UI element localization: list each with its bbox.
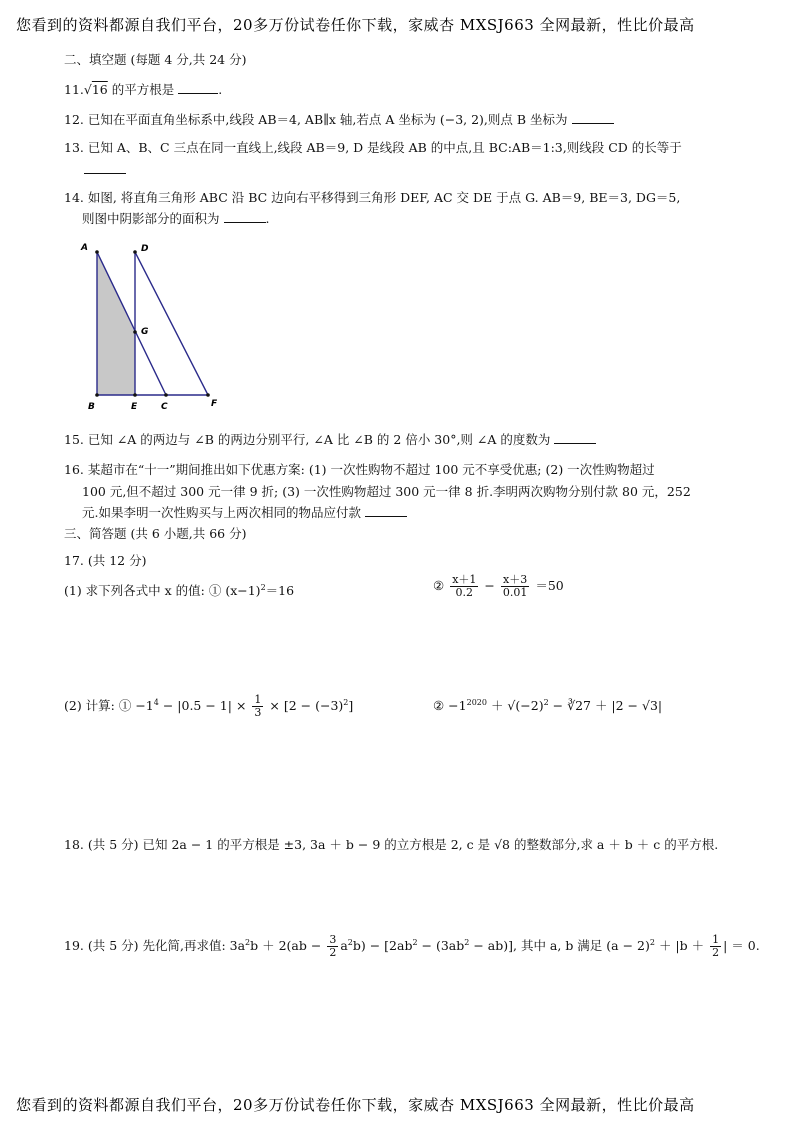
q19-h: | ＝ 0. bbox=[723, 938, 760, 954]
watermark-banner-bottom: 您看到的资料都源自我们平台，20多万份试卷任你下载，家威杏 MXSJ663 全网最新，性比价最高 bbox=[16, 1096, 695, 1114]
point-c bbox=[164, 393, 168, 397]
q17-p2-a: (2) 计算: ① −1 bbox=[64, 698, 154, 714]
q11-end: . bbox=[218, 82, 223, 97]
q13-text: 13. 已知 A、B、C 三点在同一直线上,线段 AB＝9, D 是线段 AB 的中点,且 BC:AB＝1:3,则线段 CD 的长等于 bbox=[64, 140, 682, 155]
label-c: C bbox=[161, 402, 168, 412]
q19-f-exp: 2 bbox=[649, 938, 655, 947]
frac4-den: 2 bbox=[329, 946, 337, 960]
q15-text: 15. 已知 ∠A 的两边与 ∠B 的两边分别平行, ∠A 比 ∠B 的 2 倍小 30°,则 ∠A 的度数为 bbox=[64, 432, 551, 447]
q13-blank[interactable] bbox=[84, 161, 126, 174]
triangle-figure bbox=[78, 238, 238, 416]
q19-g: ＋ |b ＋ bbox=[658, 938, 705, 954]
frac1-den: 0.2 bbox=[455, 586, 474, 599]
q19-e-exp: 2 bbox=[464, 938, 470, 947]
question-15 bbox=[64, 430, 770, 450]
q19-c-exp: 2 bbox=[347, 938, 353, 947]
q17-part2-right bbox=[433, 693, 770, 716]
frac5-den: 2 bbox=[712, 946, 720, 960]
frac2-num: x＋3 bbox=[501, 574, 530, 587]
q16-line3-text: 元.如果李明一次性购买与上两次相同的物品应付款 bbox=[82, 505, 361, 520]
q17-p2-b: − |0.5 − 1| × bbox=[162, 698, 247, 714]
segment-df bbox=[135, 252, 208, 395]
section-title-fill-in: 二、填空题 (每题 4 分,共 24 分) bbox=[64, 52, 247, 67]
frac3-num: 1 bbox=[254, 693, 262, 707]
q17-p1-left-text: (1) 求下列各式中 x 的值: ① (x−1) bbox=[64, 583, 261, 599]
question-16-line1: 16. 某超市在“十一”期间推出如下优惠方案: (1) 一次性购物不超过 100 元不享受优惠; (2) 一次性购物超过 bbox=[64, 462, 655, 477]
point-g bbox=[133, 330, 137, 334]
point-a bbox=[95, 250, 99, 254]
label-f: F bbox=[211, 399, 218, 409]
q17-p2r-exp2: 2 bbox=[543, 698, 549, 707]
question-19 bbox=[64, 930, 770, 959]
q19-a-exp: 2 bbox=[245, 938, 251, 947]
q19-c: a bbox=[340, 938, 348, 954]
question-18: 18. (共 5 分) 已知 2a − 1 的平方根是 ±3, 3a ＋ b − 9 的立方根是 2, c 是 √8 的整数部分,求 a ＋ b ＋ c 的平方根. bbox=[64, 837, 719, 852]
point-f bbox=[206, 393, 210, 397]
question-16-line2: 100 元,但不超过 300 元一律 9 折; (3) 一次性购物超过 300 元一律 8 折.李明两次购物分别付款 80 元，252 bbox=[82, 484, 691, 499]
frac2-den: 0.01 bbox=[502, 586, 528, 599]
q17-p2-exp: 4 bbox=[153, 698, 159, 707]
q17-p1-left-end: ＝16 bbox=[265, 583, 295, 599]
fraction-1 bbox=[450, 574, 478, 599]
q17-p1-minus: − bbox=[484, 578, 495, 593]
label-e: E bbox=[131, 402, 138, 412]
q19-e: − (3ab bbox=[421, 938, 465, 954]
q12-blank[interactable] bbox=[572, 111, 614, 124]
question-16-line3 bbox=[82, 503, 770, 523]
q17-p2-d: ] bbox=[348, 698, 354, 714]
q17-p2r-exp: 2020 bbox=[466, 698, 487, 707]
q19-d: b) − [2ab bbox=[352, 938, 413, 954]
question-14-line2 bbox=[82, 209, 770, 229]
q19-b: b ＋ 2(ab − bbox=[250, 938, 322, 954]
q14-line2-text: 则图中阴影部分的面积为 bbox=[82, 211, 220, 226]
frac1-num: x＋1 bbox=[452, 573, 477, 586]
q19-f: − ab)], 其中 a, b 满足 (a − 2) bbox=[473, 938, 650, 954]
point-e bbox=[133, 393, 137, 397]
q11-text: 的平方根是 bbox=[111, 82, 175, 97]
q12-text: 12. 已知在平面直角坐标系中,线段 AB＝4, AB∥x 轴,若点 A 坐标为 (−3, 2),则点 B 坐标为 bbox=[64, 112, 568, 127]
q17-p2-c: × [2 − (−3) bbox=[269, 698, 344, 714]
frac4-num: 3 bbox=[329, 933, 337, 947]
frac3-den: 3 bbox=[254, 706, 262, 720]
q19-d-exp: 2 bbox=[412, 938, 418, 947]
fraction-4 bbox=[327, 934, 338, 959]
question-12 bbox=[64, 110, 770, 130]
q17-p1-right-end: ＝50 bbox=[535, 578, 564, 593]
q17-p2r-c: − ∛27 ＋ |2 − √3| bbox=[552, 698, 663, 714]
fraction-5 bbox=[710, 934, 721, 959]
q11-radicand: 16 bbox=[91, 82, 108, 97]
q19-a: 19. (共 5 分) 先化简,再求值: 3a bbox=[64, 938, 246, 954]
question-11: 11.√16 的平方根是 . bbox=[64, 82, 223, 97]
watermark-banner-top: 您看到的资料都源自我们平台，20多万份试卷任你下载，家威杏 MXSJ663 全网最新，性比价最高 bbox=[16, 16, 695, 34]
question-13 bbox=[64, 138, 770, 158]
question-14-line1: 14. 如图, 将直角三角形 ABC 沿 BC 边向右平移得到三角形 DEF, AC 交 DE 于点 G. AB＝9, BE＝3, DG＝5, bbox=[64, 190, 681, 205]
q17-p1-exp: 2 bbox=[260, 583, 266, 592]
q17-p1-right-prefix: ② bbox=[433, 578, 445, 593]
q17-p2-exp2: 2 bbox=[343, 698, 349, 707]
point-b bbox=[95, 393, 99, 397]
question-17-header: 17. (共 12 分) bbox=[64, 553, 147, 568]
q14-blank[interactable] bbox=[224, 210, 266, 223]
section-title-short-answer: 三、简答题 (共 6 小题,共 66 分) bbox=[64, 526, 247, 541]
fraction-3 bbox=[252, 694, 263, 719]
q11-blank[interactable] bbox=[178, 81, 218, 94]
label-b: B bbox=[88, 402, 95, 412]
q17-p2r-b: ＋ √(−2) bbox=[490, 698, 544, 714]
shaded-region bbox=[97, 252, 135, 395]
q14-end: . bbox=[265, 211, 270, 226]
q11-number: 11. bbox=[64, 82, 84, 97]
point-d bbox=[133, 250, 137, 254]
q17-part1-right bbox=[433, 573, 770, 599]
q17-p2r-a: ② −1 bbox=[433, 698, 467, 714]
q13-answer-line bbox=[64, 160, 770, 180]
label-g: G bbox=[141, 327, 149, 337]
label-d: D bbox=[141, 244, 149, 254]
label-a: A bbox=[81, 243, 88, 253]
q16-blank[interactable] bbox=[365, 504, 407, 517]
fraction-2 bbox=[501, 574, 530, 599]
frac5-num: 1 bbox=[712, 933, 720, 947]
q15-blank[interactable] bbox=[554, 431, 596, 444]
